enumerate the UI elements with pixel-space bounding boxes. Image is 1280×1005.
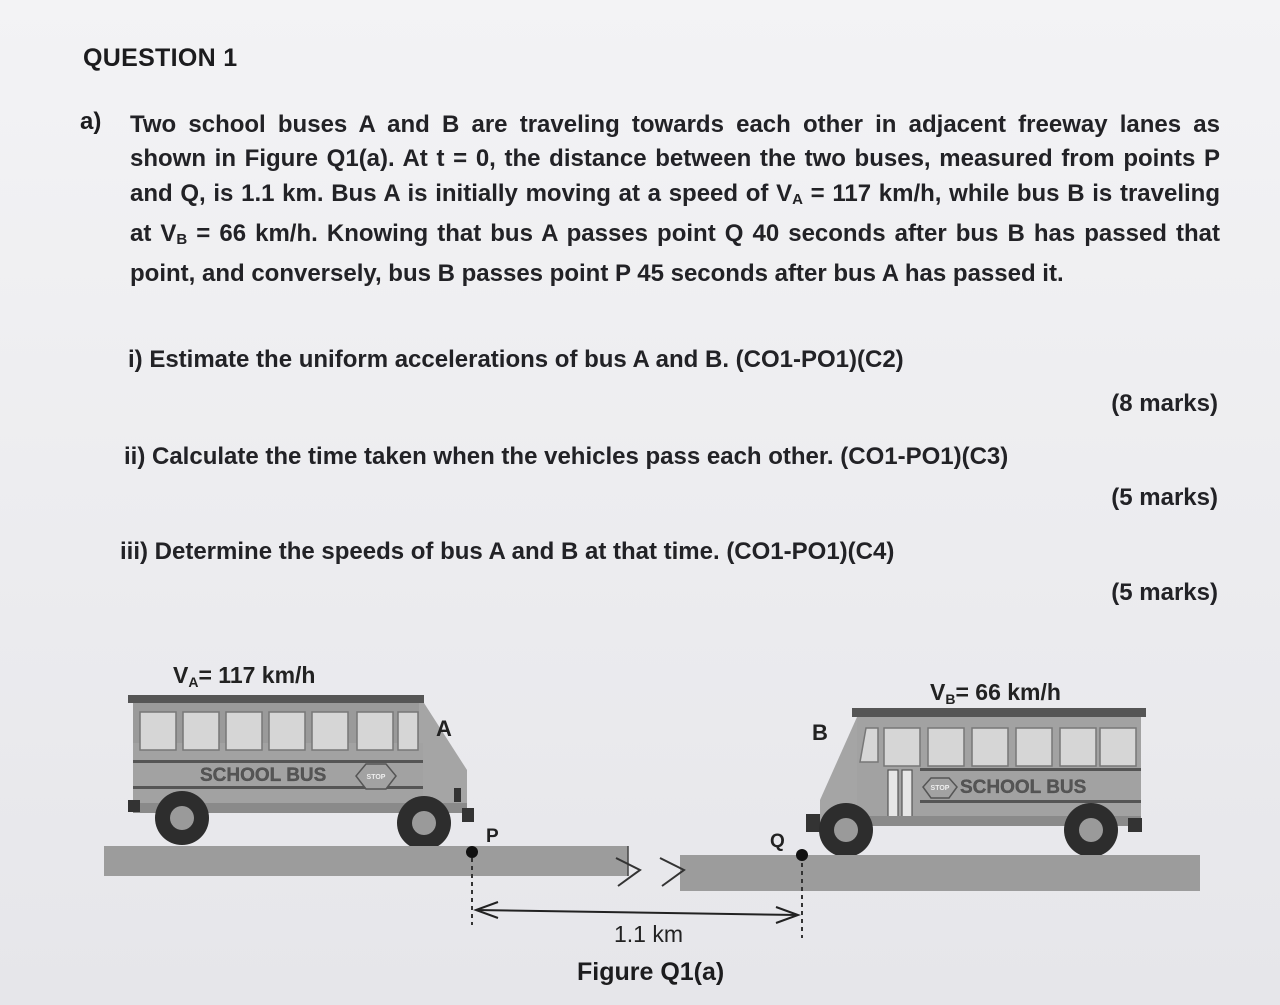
bus-b bbox=[806, 708, 1146, 857]
bus-b-sign: SCHOOL BUS bbox=[960, 777, 1087, 798]
marks-1: (8 marks) bbox=[1111, 390, 1218, 417]
bus-b-label: B bbox=[812, 720, 828, 745]
figure-reference: Figure Q1(a) bbox=[244, 145, 389, 173]
speed-subscript-b: B bbox=[176, 230, 188, 248]
figure-q1a bbox=[0, 640, 1280, 1005]
svg-text:STOP: STOP bbox=[930, 785, 950, 792]
para-text-4: = 66 km/h. Knowing that bus A passes point Q 40 seconds after bus B has passed that point, and conversely, bus B passes point P 45 seconds after bus A has passed it. bbox=[130, 219, 1220, 288]
svg-text:STOP: STOP bbox=[366, 774, 386, 781]
point-p-marker bbox=[466, 846, 478, 858]
road bbox=[104, 846, 1200, 891]
distance-label: 1.1 km bbox=[614, 921, 684, 947]
part-label: a) bbox=[80, 108, 102, 135]
subquestion-1: i) Estimate the uniform accelerations of bus A and B. (CO1-PO1)(C2) bbox=[128, 346, 904, 373]
question-paragraph bbox=[130, 108, 1220, 291]
question-title: QUESTION 1 bbox=[83, 44, 238, 72]
bus-a-sign: SCHOOL BUS bbox=[200, 765, 327, 786]
bus-a-label: A bbox=[436, 716, 452, 741]
subquestion-3: iii) Determine the speeds of bus A and B at that time. (CO1-PO1)(C4) bbox=[120, 538, 895, 565]
subquestion-2: ii) Calculate the time taken when the vehicles pass each other. (CO1-PO1)(C3) bbox=[124, 443, 1009, 470]
point-q-label: Q bbox=[770, 831, 785, 852]
para-text-2: . At t = 0, the distance between the two buses, measured from points P and Q, is 1.1 km. Bus A is initially moving at a speed of V bbox=[130, 145, 1220, 207]
marks-2: (5 marks) bbox=[1111, 484, 1218, 511]
point-p-label: P bbox=[486, 826, 499, 847]
distance-arrow bbox=[476, 902, 798, 923]
marks-3: (5 marks) bbox=[1111, 579, 1218, 606]
speed-label-b: VB= 66 km/h bbox=[930, 679, 1061, 707]
para-text-3: = 117 km/h, while bus B is traveling at V bbox=[130, 179, 1220, 247]
point-q-marker bbox=[796, 849, 808, 861]
speed-subscript-a: A bbox=[792, 190, 803, 208]
figure-caption: Figure Q1(a) bbox=[577, 958, 725, 986]
bus-a bbox=[128, 695, 474, 850]
speed-label-a: VA= 117 km/h bbox=[173, 662, 316, 690]
para-text-1: Two school buses A and B are traveling towards each other in adjacent freeway lanes as shown in bbox=[130, 111, 1220, 173]
